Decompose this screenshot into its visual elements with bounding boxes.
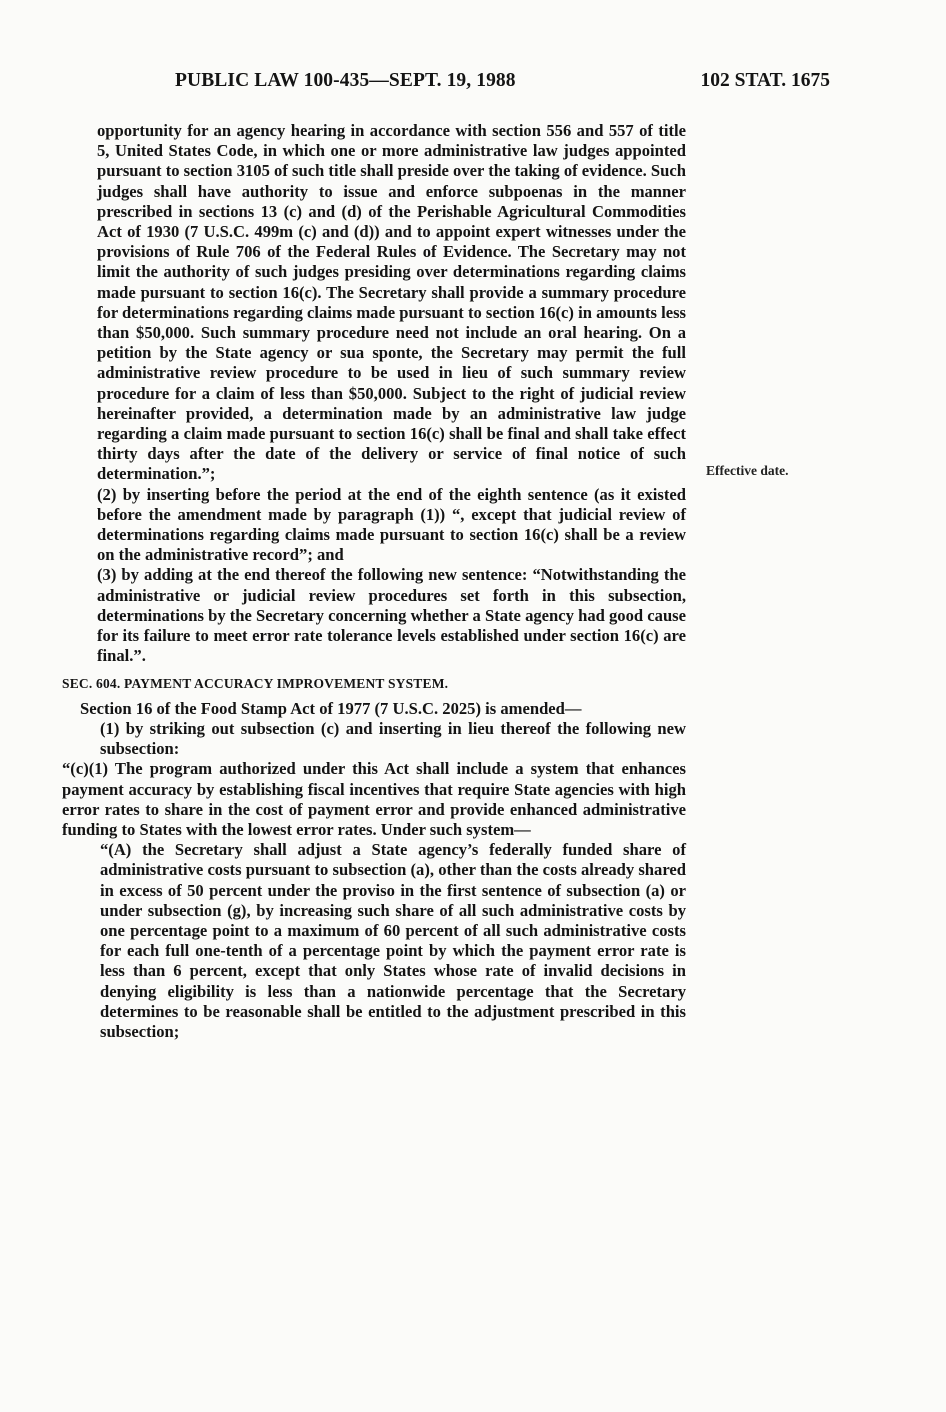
law-title: PUBLIC LAW 100-435—SEPT. 19, 1988 (175, 70, 516, 91)
paragraph-item-2: (2) by inserting before the period at the end of the eighth sentence (as it existed before the amendment made by paragraph (1)) “, except that judicial review of determinations regarding claims made pursuant to section 16(c) shall be a review on the administrative record”; and (97, 484, 686, 565)
paragraph-subparagraph-a: “(A) the Secretary shall adjust a State agency’s federally funded share of administrative costs pursuant to subsection (a), other than the costs already shared in excess of 50 percent under the proviso in the first sentence of subsection (a) or under subsection (g), by increasing such share of all such administrative costs by one percentage point to a maximum of 60 percent of all such administrative costs for each full one-tenth of a percentage point by which the payment error rate is less than 6 percent, except that only States whose rate of invalid decisions in denying eligibility is less than a nationwide percentage that the Secretary determines to be reasonable shall be entitled to the adjustment prescribed in this subsection; (100, 840, 686, 1041)
section-heading: SEC. 604. PAYMENT ACCURACY IMPROVEMENT SYSTEM. (62, 676, 449, 692)
stat-page-number: 102 STAT. 1675 (700, 70, 830, 91)
paragraph-item-3: (3) by adding at the end thereof the following new sentence: “Notwithstanding the administrative or judicial review procedures set forth in this subsection, determinations by the Secretary concerning whether a State agency had good cause for its failure to meet error rate tolerance levels established under section 16(c) are final.”. (97, 565, 686, 666)
paragraph-item-1: (1) by striking out subsection (c) and inserting in lieu thereof the following new subsection: (100, 718, 686, 759)
margin-note-effective-date: Effective date. (706, 463, 789, 478)
page-header (0, 70, 946, 100)
document-body (62, 121, 686, 1042)
paragraph-continuation: opportunity for an agency hearing in accordance with section 556 and 557 of title 5, United States Code, in which one or more administrative law judges appointed pursuant to section 3105 of such title shall preside over the taking of evidence. Such judges shall have authority to issue and enforce subpoenas in the manner prescribed in sections 13 (c) and (d) of the Perishable Agricultural Commodities Act of 1930 (7 U.S.C. 499m (c) and (d)) and to appoint expert witnesses under the provisions of Rule 706 of the Federal Rules of Evidence. The Secretary may not limit the authority of such judges presiding over determinations regarding claims made pursuant to section 16(c). The Secretary shall provide a summary procedure for determinations regarding claims made pursuant to section 16(c) in amounts less than $50,000. Such summary procedure need not include an oral hearing. On a petition by the State agency or sua sponte, the Secretary may permit the full administrative review procedure to be used in lieu of such summary review procedure for a claim of less than $50,000. Subject to the right of judicial review hereinafter provided, a determination made by an administrative law judge regarding a claim made pursuant to section 16(c) shall be final and shall take effect thirty days after the date of the delivery or service of final notice of such determination.”; (97, 121, 686, 484)
paragraph-section-intro: Section 16 of the Food Stamp Act of 1977 (7 U.S.C. 2025) is amended— (80, 698, 582, 718)
paragraph-subsection-c1: “(c)(1) The program authorized under this Act shall include a system that enhances payment accuracy by establishing fiscal incentives that require State agencies with high error rates to share in the cost of payment error and provide enhanced administrative funding to States with the lowest error rates. Under such system— (62, 759, 686, 839)
